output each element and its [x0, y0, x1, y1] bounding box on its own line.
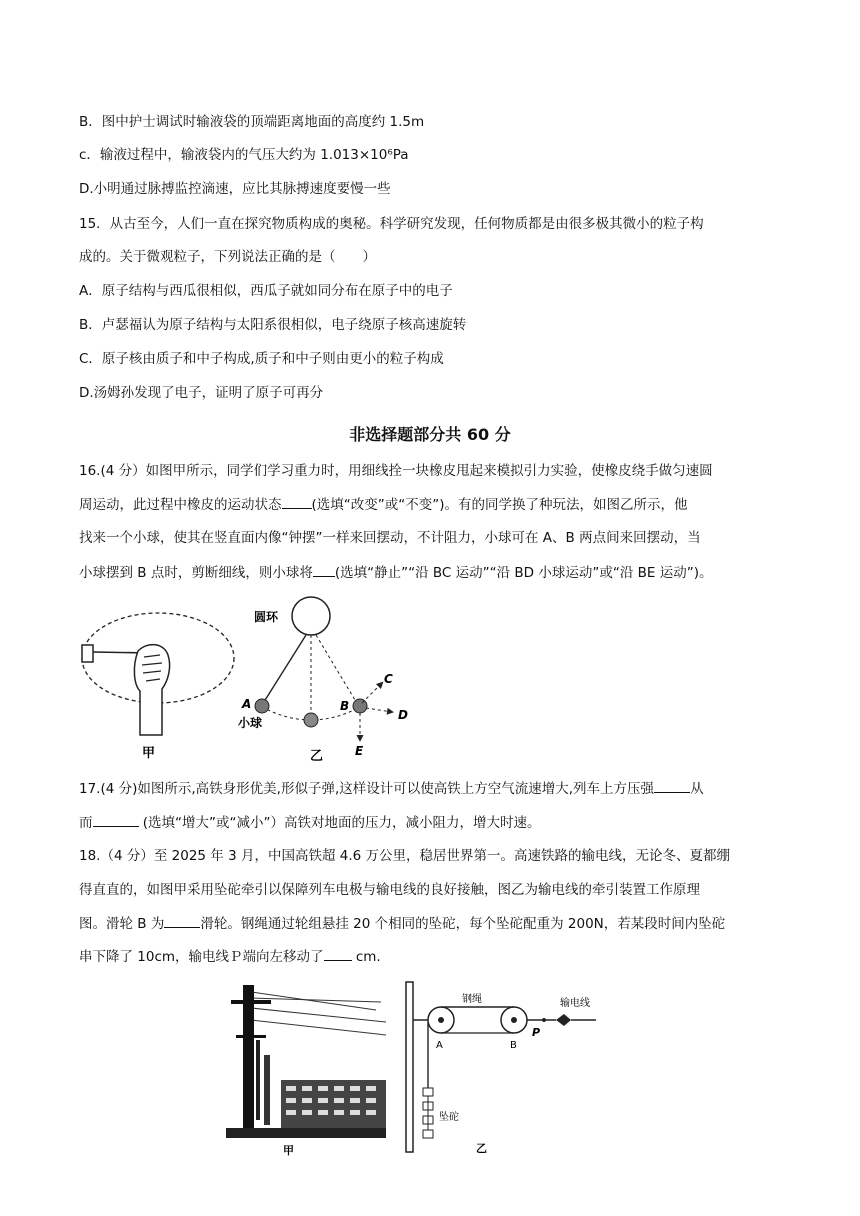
q17-text-b: 从: [690, 781, 704, 797]
q17-blank-2[interactable]: [93, 812, 139, 827]
option-d-q14: D.小明通过脉搏监控滴速，应比其脉搏速度要慢一些: [79, 181, 391, 197]
ring: [292, 597, 330, 635]
option-b-q14: B．图中护士调试时输液袋的顶端距离地面的高度约 1.5m: [79, 114, 425, 130]
ball-label: 小球: [238, 716, 263, 730]
option-b-q15: B．卢瑟福认为原子结构与太阳系很相似，电子绕原子核高速旋转: [79, 317, 467, 333]
question-18-line-2: 得直直的，如图甲采用坠砣牵引以保障列车电极与输电线的良好接触，图乙为输电线的牵引装置工作原理: [79, 882, 700, 898]
q18-text-d: cm.: [351, 949, 381, 965]
q17-text-c: 而: [79, 815, 93, 831]
wall: [406, 982, 413, 1152]
point-d-label: D: [398, 708, 408, 722]
option-d-q15: D.汤姆孙发现了电子，证明了原子可再分: [79, 385, 324, 401]
q18-text-a: 图。滑轮 B 为: [79, 916, 165, 932]
option-c-q15: C．原子核由质子和中子构成,质子和中子则由更小的粒子构成: [79, 351, 444, 367]
q16-blank-1[interactable]: [282, 494, 312, 509]
point-e-label: E: [355, 744, 364, 758]
pole: [243, 985, 254, 1135]
q18-blank-1[interactable]: [164, 913, 200, 928]
ball-a: [255, 699, 269, 713]
option-a-q15: A．原子结构与西瓜很相似，西瓜子就如同分布在原子中的电子: [79, 283, 453, 299]
arrow-bc: [362, 683, 382, 703]
question-16-line-3: 找来一个小球，使其在竖直面内像“钟摆”一样来回摆动，不计阻力，小球可在 A、B 两点间来回摆动，当: [79, 530, 701, 546]
pulley-a-label: A: [436, 1040, 443, 1051]
fig-label-yi: 乙: [310, 749, 324, 764]
fig18-label-yi: 乙: [476, 1142, 487, 1155]
point-p-label: P: [532, 1026, 541, 1039]
point-b-label: B: [340, 699, 350, 713]
pendulum-string-b: [316, 635, 358, 705]
q16-figure: [78, 595, 438, 770]
pulley-b-label: B: [510, 1040, 517, 1051]
question-18-line-4: [79, 946, 381, 967]
rope-label: 钢绳: [462, 994, 482, 1005]
wire-hook: [556, 1014, 571, 1026]
question-15-stem: 15．从古至今，人们一直在探究物质构成的奥秘。科学研究发现，任何物质都是由很多极其微小的粒子构: [79, 216, 704, 232]
q18-blank-2[interactable]: [324, 946, 352, 961]
q17-blank-1[interactable]: [654, 778, 690, 793]
question-17-line-1: [79, 778, 704, 799]
weight-1: [423, 1088, 433, 1096]
question-18-line-3: [79, 913, 725, 934]
q17-text-a: 17.(4 分)如图所示,高铁身形优美,形似子弹,这样设计可以使高铁上方空气流速增大,列车上方压强: [79, 781, 655, 797]
q17-text-d: (选填“增大”或“减小”）高铁对地面的压力，减小阻力，增大时速。: [138, 815, 541, 831]
q18-figure: [226, 980, 626, 1160]
question-18-line-1: 18.（4 分）至 2025 年 3 月，中国高铁超 4.6 万公里，稳居世界第一。高速铁路的输电线，无论冬、夏都绷: [79, 848, 731, 864]
fig-label-jia: 甲: [142, 746, 156, 761]
point-a-label: A: [242, 697, 252, 711]
pendulum-string-a: [262, 635, 306, 705]
option-c-q14: c．输液过程中，输液袋内的气压大约为 1.013×10⁶Pa: [79, 147, 409, 163]
question-16-line-1: 16.(4 分）如图甲所示，同学们学习重力时，用细线拴一块橡皮甩起来模拟引力实验，使橡皮绕手做匀速圆: [79, 463, 713, 479]
wire-label: 输电线: [560, 998, 590, 1009]
question-17-line-2: [79, 812, 541, 833]
q16-text-d: (选填“静止”“沿 BC 运动”“沿 BD 小球运动”或“沿 BE 运动”)。: [334, 565, 713, 581]
ring-label: 圆环: [254, 610, 279, 624]
fig18-label-jia: 甲: [283, 1144, 294, 1157]
question-16-line-2: [79, 494, 688, 515]
weight-4: [423, 1130, 433, 1138]
ball-middle: [304, 713, 318, 727]
section-title: 非选择题部分共 60 分: [349, 425, 511, 444]
q16-text-a: 周运动，此过程中橡皮的运动状态: [79, 497, 282, 513]
arrow-bd: [366, 708, 392, 712]
weight-label: 坠砣: [439, 1112, 459, 1123]
q16-text-c: 小球摆到 B 点时，剪断细线，则小球将: [79, 565, 313, 581]
hand-icon: [134, 645, 169, 735]
q18-text-b: 滑轮。钢绳通过轮组悬挂 20 个相同的坠砣，每个坠砣配重为 200N，若某段时间内坠砣: [200, 916, 726, 932]
question-16-line-4: [79, 562, 712, 583]
ball-b: [353, 699, 367, 713]
q16-blank-2[interactable]: [313, 562, 335, 577]
eraser: [82, 645, 93, 662]
q18-text-c: 串下降了 10cm，输电线Ｐ端向左移动了: [79, 949, 324, 965]
point-c-label: C: [384, 672, 393, 686]
question-15-stem-cont: 成的。关于微观粒子，下列说法正确的是（ ）: [79, 249, 376, 265]
q16-text-b: (选填“改变”或“不变”)。有的同学换了种玩法，如图乙所示，他: [311, 497, 688, 513]
